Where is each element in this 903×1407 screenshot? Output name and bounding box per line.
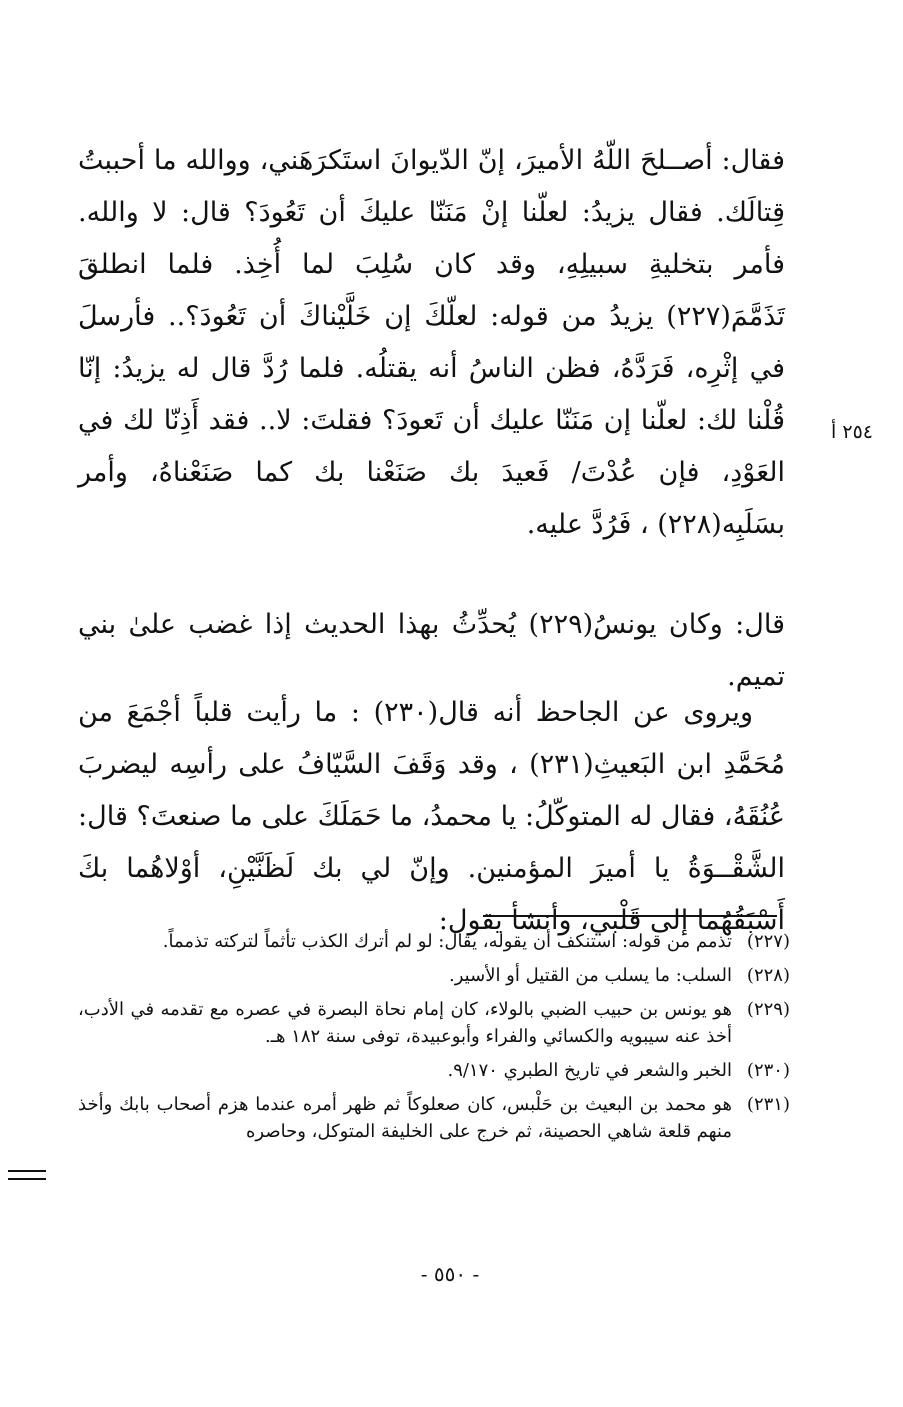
page-number: - ٥٥٠ - [420,1262,480,1286]
manuscript-folio-note: ٢٥٤ أ [831,421,873,443]
footnote-divider [483,915,777,917]
footnote-number: (٢٢٧) [746,931,790,952]
footnote-text: هو محمد بن البعيث بن حَلْبس، كان صعلوكاً ثم ظهر أمره عندما هزم أصحاب بابك وأخذ منهم قلعة شاهي الحصينة، ثم خرج على الخليفة المتوكل، وحاصره [78,1094,732,1142]
footnote-number: (٢٢٨) [746,965,790,986]
main-text [78,135,785,936]
footnote-number: (٢٣١) [746,1094,790,1115]
footnote-text: السلب: ما يسلب من القتيل أو الأسير. [449,965,732,986]
footnote-230 [78,1057,790,1084]
footnotes [78,928,790,1152]
footnote-228 [78,962,790,989]
paragraph-yunus: قال: وكان يونسُ(٢٢٩) يُحدِّثُ بهذا الحديث إذا غضب علىٰ بني تميم. [78,609,785,692]
paragraph-jahiz: ويروى عن الجاحظ أنه قال(٢٣٠) : ما رأيت قلباً أجْمَعَ من مُحَمَّدِ ابن البَعيثِ(٢٣١) ، وقد وَقَفَ السَّيّافُ على رأسِه ليضربَ عُنُقَهُ، فقال له المتوكّلُ: يا محمدُ، ما حَمَلَكَ على ما صنعتَ؟ قال: الشَّقْــوَةُ يا أميرَ المؤمنين. وإنّ لي بك لَظَنَّيْنِ، أوْلاهُما بكَ أَسْبَقُهُما إلى قَلْبي، وأنشأ يقول: [78,697,785,936]
paragraph-yazid-story: فقال: أصــلحَ اللّهُ الأميرَ، إنّ الدّيوانَ استَكرَهَني، ووالله ما أحببتُ قِتالَك. فقال يزيدُ: لعلّنا إنْ مَنَنّا عليكَ أن تَعُودَ؟ قال: لا والله. فأمر بتخليةِ سبيلِهِ، وقد كان سُلِبَ لما أُخِذ. فلما انطلقَ تَذَمَّمَ(٢٢٧) يزيدُ من قوله: لعلّكَ إن خَلَّيْناكَ أن تَعُودَ؟.. فأرسلَ في إثْرِه، فَرَدَّهُ، فظن الناسُ أنه يقتلُه. فلما رُدَّ قال له يزيدُ: إنّا قُلْنا لك: لعلّنا إن مَنَنّا عليك أن تَعودَ؟ فقلتَ: لا.. فقد أَذِنّا لك في العَوْدِ، فإن عُدْتَ/ فَعيدَ بك صَنَعْنا بك كما صَنَعْناهُ، وأمر بسَلَبِه(٢٢٨) ، فَرُدَّ عليه. [78,145,785,540]
footnote-number: (٢٣٠) [746,1060,790,1081]
footnote-227 [78,928,790,955]
footnote-text: الخبر والشعر في تاريخ الطبري ٩/١٧٠. [447,1060,732,1081]
footnote-number: (٢٢٩) [746,999,790,1020]
continuation-mark-icon [8,1170,46,1184]
footnote-text: تذمم من قوله: استنكف أن يقوله، يقال: لو لم أترك الكذب تأثماً لتركته تذمماً. [162,931,732,952]
footnote-231 [78,1091,790,1145]
footnote-text: هو يونس بن حبيب الضبي بالولاء، كان إمام نحاة البصرة في عصره مع تقدمه في الأدب، أخذ عنه سيبويه والكسائي والفراء وأبوعبيدة، توفى سنة ١٨٢ هـ. [78,999,732,1047]
footnote-229 [78,996,790,1050]
